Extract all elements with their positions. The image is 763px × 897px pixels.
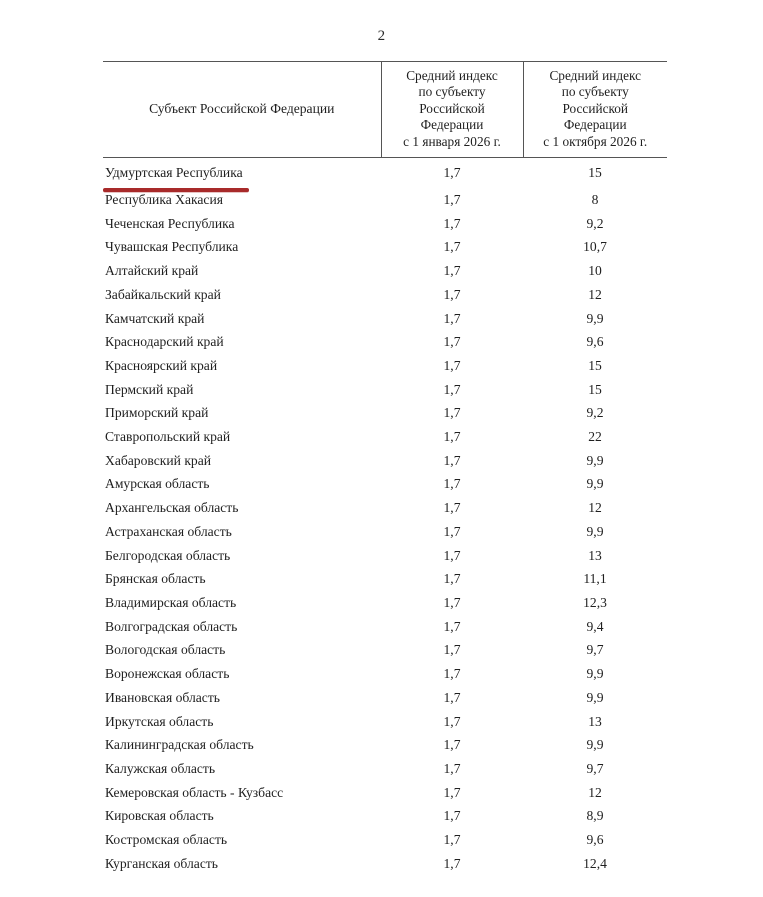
cell-subject: [103, 828, 381, 852]
cell-index-oct-2026: 9,7: [586, 760, 604, 776]
subject-name: Амурская область: [105, 476, 210, 492]
subject-name: Республика Хакасия: [105, 192, 223, 208]
subject-name: Белгородская область: [105, 547, 231, 563]
highlighted-subject-name: Удмуртская Республика: [105, 158, 243, 188]
cell-index-oct-2026: 22: [588, 429, 602, 445]
subject-name: Ставропольский край: [105, 429, 231, 445]
cell-index-jan-2026: 1,7: [443, 760, 461, 776]
table-row: [103, 520, 667, 544]
cell-index-jan-2026: 1,7: [443, 832, 461, 848]
cell-index-oct-2026: 8,9: [586, 808, 604, 824]
cell-index-oct-2026: 9,2: [586, 215, 604, 231]
subject-name: Архангельская область: [105, 500, 239, 516]
table-row: [103, 401, 667, 425]
cell-subject: [103, 544, 381, 568]
cell-subject: [103, 378, 381, 402]
cell-index-jan-2026: 1,7: [443, 666, 461, 682]
table-row: [103, 449, 667, 473]
subject-name: Брянская область: [105, 571, 206, 587]
cell-subject: [103, 591, 381, 615]
cell-index-jan-2026: 1,7: [443, 357, 461, 373]
header-line: с 1 октября 2026 г.: [543, 133, 648, 149]
cell-index-jan-2026: 1,7: [443, 689, 461, 705]
cell-index-jan-2026: 1,7: [443, 165, 461, 181]
table-row: [103, 378, 667, 402]
table-row: [103, 212, 667, 236]
table-row: [103, 733, 667, 757]
subject-name: Краснодарский край: [105, 334, 224, 350]
header-line: с 1 января 2026 г.: [403, 133, 501, 149]
cell-index-jan-2026: 1,7: [443, 215, 461, 231]
subject-name: Вологодская область: [105, 642, 226, 658]
table-header-row: [103, 62, 667, 158]
cell-index-oct-2026: 12: [588, 286, 602, 302]
cell-subject: [103, 235, 381, 259]
cell-index-oct-2026: 12,3: [583, 594, 607, 610]
cell-index-jan-2026: 1,7: [443, 642, 461, 658]
header-line: Федерации: [563, 117, 627, 133]
cell-subject: [103, 615, 381, 639]
subject-name: Красноярский край: [105, 357, 218, 373]
subject-name: Иркутская область: [105, 713, 214, 729]
subject-name: Камчатский край: [105, 310, 205, 326]
table-row: [103, 852, 667, 876]
table-row: [103, 425, 667, 449]
table-row: [103, 686, 667, 710]
cell-subject: [103, 472, 381, 496]
subject-name: Приморский край: [105, 405, 209, 421]
table-row: [103, 188, 667, 212]
subject-name: Костромская область: [105, 832, 228, 848]
table-row: [103, 662, 667, 686]
column-header-subject: Субъект Российской Федерации: [149, 100, 335, 116]
cell-subject: [103, 662, 381, 686]
table-row: [103, 354, 667, 378]
cell-index-oct-2026: 9,9: [586, 689, 604, 705]
cell-index-jan-2026: 1,7: [443, 784, 461, 800]
table-row: [103, 567, 667, 591]
cell-index-jan-2026: 1,7: [443, 500, 461, 516]
table-row: [103, 330, 667, 354]
header-line: Российской: [562, 100, 629, 116]
subject-name: Кемеровская область - Кузбасс: [105, 784, 284, 800]
cell-index-oct-2026: 8: [591, 192, 599, 208]
cell-index-jan-2026: 1,7: [443, 429, 461, 445]
cell-subject: [103, 710, 381, 734]
cell-subject: [103, 425, 381, 449]
header-line: Средний индекс: [549, 68, 642, 83]
cell-index-oct-2026: 15: [588, 357, 602, 373]
table-row: [103, 158, 667, 189]
subject-name: Пермский край: [105, 381, 194, 397]
cell-subject: [103, 852, 381, 876]
column-header-oct-2026: [523, 62, 667, 158]
cell-subject: [103, 496, 381, 520]
cell-index-jan-2026: 1,7: [443, 571, 461, 587]
table-row: [103, 307, 667, 331]
cell-index-jan-2026: 1,7: [443, 713, 461, 729]
cell-index-oct-2026: 9,9: [586, 523, 604, 539]
cell-index-jan-2026: 1,7: [443, 808, 461, 824]
table-row: [103, 615, 667, 639]
cell-index-oct-2026: 9,9: [586, 452, 604, 468]
cell-index-jan-2026: 1,7: [443, 547, 461, 563]
cell-subject: [103, 781, 381, 805]
cell-subject: [103, 520, 381, 544]
cell-index-jan-2026: 1,7: [443, 855, 461, 871]
subject-name: Хабаровский край: [105, 452, 212, 468]
cell-index-jan-2026: 1,7: [443, 334, 461, 350]
column-header-jan-2026: [381, 62, 523, 158]
cell-index-oct-2026: 9,9: [586, 476, 604, 492]
page-number: 2: [377, 28, 386, 44]
cell-index-jan-2026: 1,7: [443, 310, 461, 326]
header-line: Российской: [419, 100, 485, 116]
table-row: [103, 781, 667, 805]
table-header: [103, 62, 667, 158]
subject-name: Астраханская область: [105, 523, 232, 539]
cell-index-jan-2026: 1,7: [443, 452, 461, 468]
subject-name: Ивановская область: [105, 689, 220, 705]
cell-index-oct-2026: 9,2: [586, 405, 604, 421]
table-row: [103, 828, 667, 852]
cell-subject: [103, 449, 381, 473]
subject-name: Волгоградская область: [105, 618, 238, 634]
cell-index-oct-2026: 9,6: [586, 832, 604, 848]
cell-subject: [103, 638, 381, 662]
cell-index-oct-2026: 13: [588, 713, 602, 729]
subject-name: Владимирская область: [105, 594, 237, 610]
cell-index-jan-2026: 1,7: [443, 405, 461, 421]
subject-name: Курганская область: [105, 855, 219, 871]
table-row: [103, 757, 667, 781]
cell-subject: [103, 354, 381, 378]
table-row: [103, 544, 667, 568]
cell-subject: [103, 158, 381, 189]
header-line: Средний индекс: [406, 68, 498, 83]
subject-name: Кировская область: [105, 808, 214, 824]
cell-index-jan-2026: 1,7: [443, 239, 461, 255]
cell-index-jan-2026: 1,7: [443, 381, 461, 397]
table-row: [103, 710, 667, 734]
cell-index-oct-2026: 9,6: [586, 334, 604, 350]
cell-index-jan-2026: 1,7: [443, 263, 461, 279]
cell-subject: [103, 330, 381, 354]
subject-name: Забайкальский край: [105, 286, 221, 302]
cell-index-jan-2026: 1,7: [443, 618, 461, 634]
cell-index-oct-2026: 9,9: [586, 666, 604, 682]
cell-subject: [103, 401, 381, 425]
cell-index-oct-2026: 13: [588, 547, 602, 563]
cell-index-jan-2026: 1,7: [443, 286, 461, 302]
cell-index-oct-2026: 10: [588, 263, 602, 279]
cell-subject: [103, 686, 381, 710]
cell-subject: [103, 212, 381, 236]
table-row: [103, 235, 667, 259]
cell-subject: [103, 804, 381, 828]
cell-subject: [103, 259, 381, 283]
cell-subject: [103, 567, 381, 591]
table-row: [103, 259, 667, 283]
subject-name: Калужская область: [105, 760, 216, 776]
cell-index-jan-2026: 1,7: [443, 192, 461, 208]
subject-name: Алтайский край: [105, 263, 199, 279]
table-row: [103, 496, 667, 520]
cell-subject: [103, 307, 381, 331]
cell-index-jan-2026: 1,7: [443, 523, 461, 539]
cell-index-oct-2026: 10,7: [583, 239, 607, 255]
table-row: [103, 591, 667, 615]
cell-index-oct-2026: 11,1: [583, 571, 607, 587]
cell-index-oct-2026: 12: [588, 500, 602, 516]
cell-index-oct-2026: 9,9: [586, 737, 604, 753]
cell-index-oct-2026: 9,4: [586, 618, 604, 634]
table-row: [103, 638, 667, 662]
cell-index-oct-2026: 15: [588, 381, 602, 397]
cell-index-jan-2026: 1,7: [443, 737, 461, 753]
cell-index-oct-2026: 9,7: [586, 642, 604, 658]
subject-name: Воронежская область: [105, 666, 230, 682]
table-row: [103, 472, 667, 496]
indices-table: [103, 61, 667, 875]
cell-index-jan-2026: 1,7: [443, 594, 461, 610]
cell-index-oct-2026: 12,4: [583, 855, 607, 871]
header-line: по субъекту: [418, 84, 486, 100]
table-body: [103, 158, 667, 876]
cell-subject: [103, 757, 381, 781]
cell-index-jan-2026: 1,7: [443, 476, 461, 492]
cell-subject: [103, 733, 381, 757]
cell-index-oct-2026: 15: [588, 165, 602, 181]
header-line: Федерации: [420, 117, 484, 133]
subject-name: Калининградская область: [105, 737, 254, 753]
cell-index-oct-2026: 9,9: [586, 310, 604, 326]
table-row: [103, 804, 667, 828]
subject-name: Чувашская Республика: [105, 239, 239, 255]
subject-name: Чеченская Республика: [105, 215, 235, 231]
cell-subject: [103, 283, 381, 307]
header-line: по субъекту: [561, 84, 629, 100]
table-row: [103, 283, 667, 307]
cell-index-oct-2026: 12: [588, 784, 602, 800]
